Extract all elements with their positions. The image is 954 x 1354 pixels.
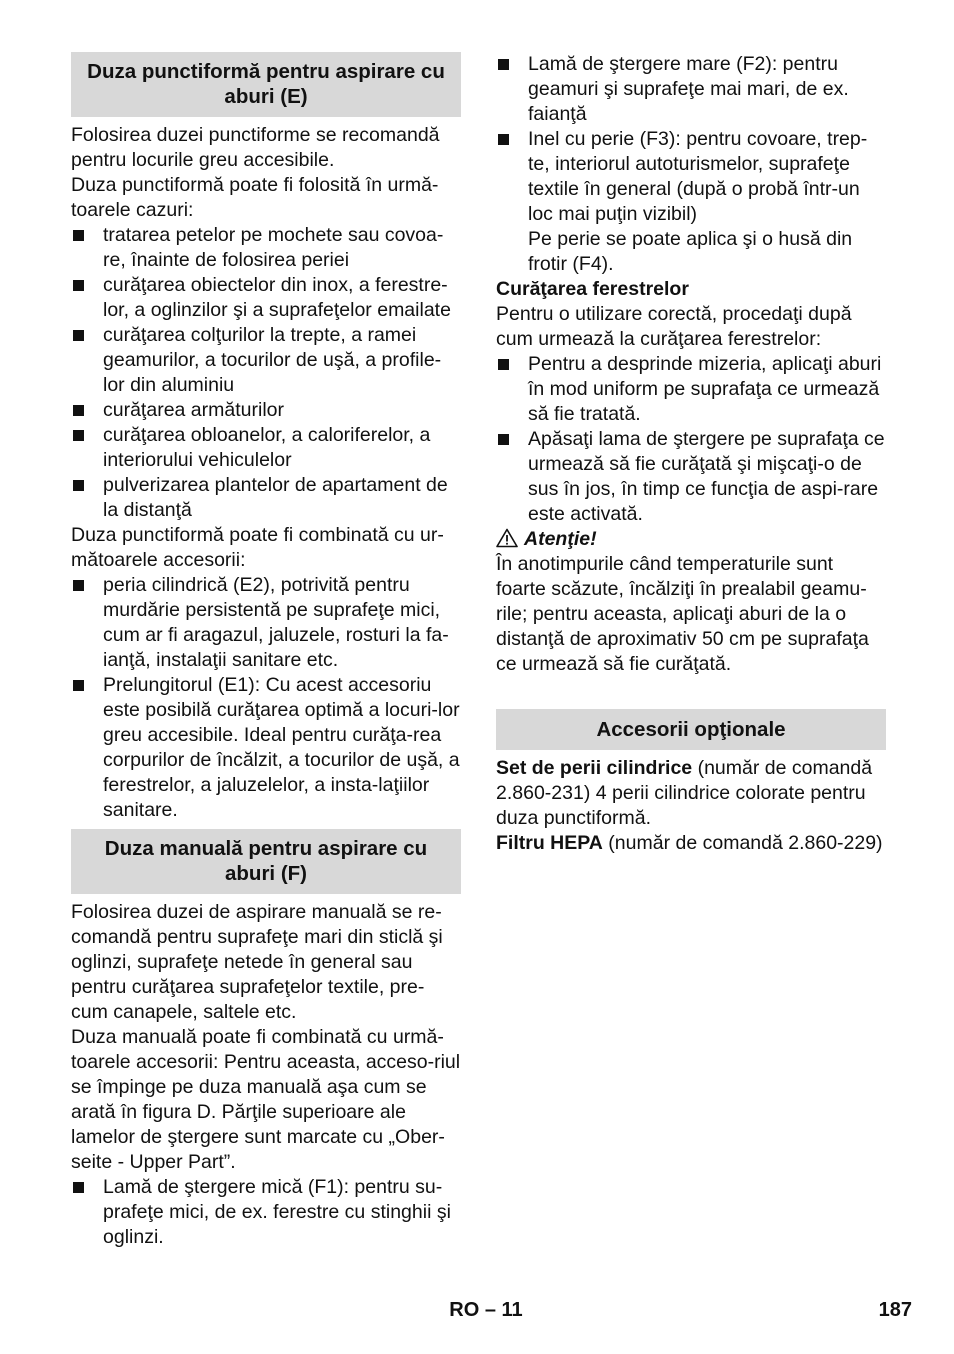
- paragraph: Folosirea duzei punctiforme se recomandă pentru locurile greu accesibile.: [71, 124, 440, 171]
- list-item: curăţarea obiectelor din inox, a ferestre-lor, a oglinzilor şi a suprafeţelor emailate: [71, 273, 461, 323]
- wiper-list: [71, 1175, 461, 1250]
- window-steps-list: [496, 352, 886, 527]
- list-item: Lamă de ştergere mică (F1): pentru su-prafeţe mici, de ex. ferestre cu stinghii şi oglinzi.: [71, 1175, 461, 1250]
- accessory-hepa-filter: [496, 831, 886, 856]
- footer-section-page: RO – 11: [449, 1299, 523, 1321]
- list-item: curăţarea obloanelor, a caloriferelor, a interiorului vehiculelor: [71, 423, 461, 473]
- section-title-hand-nozzle: Duza manuală pentru aspirare cu aburi (F): [71, 829, 461, 894]
- list-item: pulverizarea plantelor de apartament de la distanţă: [71, 473, 461, 523]
- list-item: Lamă de ştergere mare (F2): pentru geamuri şi suprafeţe mai mari, de ex. faianţă: [496, 52, 886, 127]
- list-item: Prelungitorul (E1): Cu acest accesoriu este posibilă curăţarea optimă a locuri-lor greu accesibile. Ideal pentru curăţa-rea corpurilor de încălzit, a tocurilor de uşă, a ferestrelor, a jaluzelelor, a insta-laţiilor sanitare.: [71, 673, 461, 823]
- warning-text: În anotimpurile când temperaturile sunt foarte scăzute, încălziţi în prealabil geamu-rile; pentru aceasta, aplicaţi aburi de la o distanţă de aproximativ 50 cm pe suprafaţa ce urmează să fie curăţată.: [496, 553, 869, 675]
- list-item: Apăsaţi lama de ştergere pe suprafaţa ce urmează să fie curăţată şi mişcaţi-o de sus în jos, în timp ce funcţia de aspi-rare este activată.: [496, 427, 886, 527]
- warning-triangle-icon: [496, 528, 518, 548]
- accessory-name: Filtru HEPA: [496, 832, 603, 854]
- list-item: tratarea petelor pe mochete sau covoa-re, înainte de folosirea periei: [71, 223, 461, 273]
- list-item: curăţarea colţurilor la trepte, a ramei geamurilor, a tocurilor de uşă, a profile-lor din aluminiu: [71, 323, 461, 398]
- page-number: 187: [878, 1299, 912, 1321]
- accessories-list: [71, 573, 461, 823]
- section-title-spot-nozzle: Duza punctiformă pentru aspirare cu aburi (E): [71, 52, 461, 117]
- list-item: peria cilindrică (E2), potrivită pentru murdărie persistentă pe suprafeţe mici, cum ar fi aragazul, jaluzele, rosturi la fa-ianţă, instalaţii sanitare etc.: [71, 573, 461, 673]
- accessory-brush-set: [496, 756, 886, 831]
- paragraph: Duza punctiformă poate fi combinată cu ur-mătoarele accesorii:: [71, 524, 444, 571]
- accessory-description: (număr de comandă 2.860-229): [602, 832, 883, 854]
- right-column: [496, 52, 886, 856]
- list-item: curăţarea armăturilor: [71, 398, 461, 423]
- hand-nozzle-accessories-list: [496, 52, 886, 227]
- paragraph: Duza manuală poate fi combinată cu urmă-toarele accesorii: Pentru aceasta, acceso-riul se împinge pe duza manuală aşa cum se arată în figura D. Părţile superioare ale lamelor de ştergere sunt marcate cu „Ober-seite - Upper Part”.: [71, 1026, 461, 1173]
- use-cases-list: [71, 223, 461, 523]
- list-item: Pentru a desprinde mizeria, aplicaţi aburi în mod uniform pe suprafaţa ce urmează să fie tratată.: [496, 352, 886, 427]
- warning-heading: [496, 527, 886, 552]
- accessory-description: (număr de comandă 2.860-231) 4 perii cilindrice colorate pentru duza punctiformă.: [496, 757, 873, 829]
- section-title-optional-accessories: Accesorii opţionale: [496, 709, 886, 750]
- list-item: Inel cu perie (F3): pentru covoare, trep-te, interiorul autoturismelor, suprafeţe textile în general (după o probă într-un loc mai puţin vizibil): [496, 127, 886, 227]
- paragraph: Duza punctiformă poate fi folosită în urmă-toarele cazuri:: [71, 174, 439, 221]
- paragraph: Pentru o utilizare corectă, procedaţi după cum urmează la curăţarea ferestrelor:: [496, 303, 852, 350]
- left-column: [71, 52, 461, 1250]
- accessory-name: Set de perii cilindrice: [496, 757, 693, 779]
- list-item-note: Pe perie se poate aplica şi o husă din frotir (F4).: [528, 228, 853, 275]
- paragraph: Folosirea duzei de aspirare manuală se re-comandă pentru suprafeţe mari din sticlă şi oglinzi, suprafeţe netede în general sau pentru curăţarea suprafeţelor textile, pre-cum canapele, saltele etc.: [71, 901, 443, 1023]
- subheading-window-cleaning: Curăţarea ferestrelor: [496, 278, 689, 300]
- warning-label: Atenţie!: [524, 528, 597, 550]
